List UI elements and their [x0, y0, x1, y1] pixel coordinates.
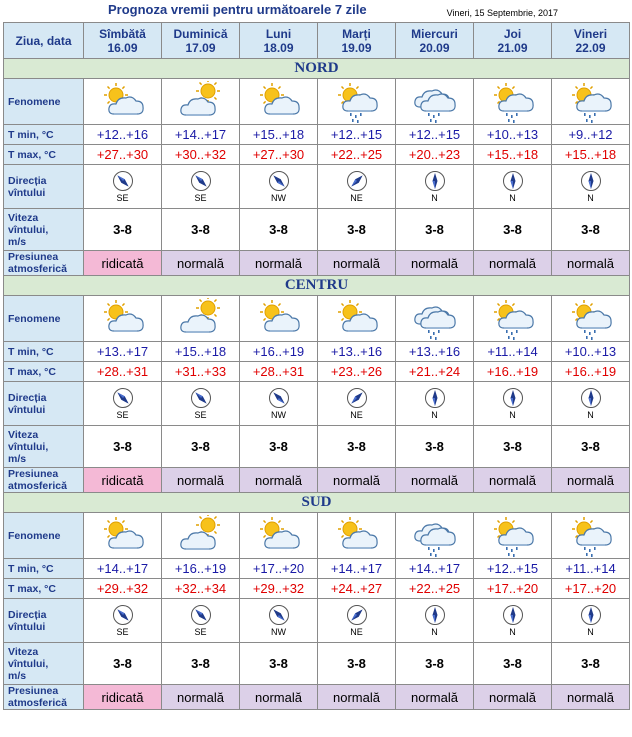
tmax-value: +23..+26 [318, 362, 396, 382]
sun-cloud-icon [240, 513, 318, 559]
tmin-value: +17..+20 [240, 559, 318, 579]
pressure-label [4, 685, 84, 710]
cloud-rain-sun-icon [474, 79, 552, 125]
region-row [4, 59, 630, 79]
wind-direction-text: NE [350, 627, 363, 637]
corner-label: Ziua, data [4, 23, 84, 59]
sun-cloud-icon [240, 296, 318, 342]
wind-direction-cell [84, 165, 162, 209]
compass-icon [318, 387, 395, 409]
wind-direction-text: N [431, 193, 438, 203]
tmin-row [4, 342, 630, 362]
region-row [4, 276, 630, 296]
day-header [474, 23, 552, 59]
label-line: Fenomene [8, 529, 61, 542]
day-date: 21.09 [497, 40, 528, 55]
wind-direction-text: SE [116, 627, 129, 637]
wind-direction-text: N [587, 627, 594, 637]
wind-speed-value: 3-8 [396, 643, 474, 685]
weather-label [4, 79, 84, 125]
sun-cloud-icon [84, 513, 162, 559]
sun-cloud-icon [84, 296, 162, 342]
tmin-value: +15..+18 [240, 125, 318, 145]
sun-cloud-icon [318, 296, 396, 342]
label-line: vîntului, [8, 657, 49, 670]
pressure-value: normală [318, 685, 396, 710]
pressure-value: normală [552, 468, 630, 493]
wind-direction-cell [396, 382, 474, 426]
tmin-label [4, 342, 84, 362]
day-header [162, 23, 240, 59]
tmin-value: +13..+16 [396, 342, 474, 362]
pressure-row [4, 468, 630, 493]
wind-direction-text: SE [194, 410, 207, 420]
wind-direction-cell [552, 599, 630, 643]
wind-speed-row [4, 643, 630, 685]
sun-cloud-icon [318, 513, 396, 559]
day-name: Joi [503, 26, 522, 41]
pressure-row [4, 251, 630, 276]
region-title: NORD [4, 59, 630, 79]
day-name: Miercuri [411, 26, 458, 41]
day-date: 18.09 [263, 40, 294, 55]
label-line: m/s [8, 452, 27, 465]
compass-icon [84, 604, 161, 626]
wind-speed-value: 3-8 [318, 643, 396, 685]
wind-direction-cell [240, 599, 318, 643]
wind-direction-cell [84, 599, 162, 643]
cloud-rain-sun-icon [552, 513, 630, 559]
pressure-value: normală [396, 251, 474, 276]
wind-direction-cell [474, 165, 552, 209]
label-line: atmosferică [8, 263, 67, 275]
day-name: Duminică [173, 26, 228, 41]
label-line: Viteza [8, 428, 39, 441]
tmax-value: +17..+20 [474, 579, 552, 599]
pressure-label [4, 251, 84, 276]
wind-speed-value: 3-8 [552, 209, 630, 251]
pressure-row [4, 685, 630, 710]
label-line: T max, °C [8, 148, 56, 161]
wind-speed-value: 3-8 [552, 426, 630, 468]
wind-speed-value: 3-8 [474, 426, 552, 468]
day-date: 19.09 [341, 40, 372, 55]
day-header [318, 23, 396, 59]
cloud-rain-sun-icon [318, 79, 396, 125]
label-line: atmosferică [8, 480, 67, 492]
tmax-value: +28..+31 [84, 362, 162, 382]
tmax-label [4, 579, 84, 599]
compass-icon [474, 387, 551, 409]
pressure-value: normală [552, 251, 630, 276]
wind-speed-value: 3-8 [240, 426, 318, 468]
wind-speed-label [4, 209, 84, 251]
compass-icon [84, 170, 161, 192]
pressure-value: normală [162, 468, 240, 493]
tmin-value: +14..+17 [396, 559, 474, 579]
region-title: CENTRU [4, 276, 630, 296]
label-line: Viteza [8, 211, 39, 224]
wind-speed-label [4, 643, 84, 685]
wind-speed-value: 3-8 [240, 643, 318, 685]
compass-icon [84, 387, 161, 409]
label-line: m/s [8, 669, 27, 682]
wind-speed-value: 3-8 [84, 209, 162, 251]
wind-direction-row [4, 382, 630, 426]
wind-speed-row [4, 426, 630, 468]
wind-direction-text: N [587, 410, 594, 420]
compass-icon [162, 387, 239, 409]
wind-speed-value: 3-8 [552, 643, 630, 685]
tmin-label [4, 125, 84, 145]
pressure-value: normală [396, 468, 474, 493]
wind-direction-label [4, 165, 84, 209]
wind-direction-cell [318, 382, 396, 426]
wind-direction-text: SE [116, 193, 129, 203]
wind-speed-value: 3-8 [318, 426, 396, 468]
tmax-value: +31..+33 [162, 362, 240, 382]
tmin-value: +12..+15 [318, 125, 396, 145]
tmin-value: +16..+19 [240, 342, 318, 362]
tmax-value: +29..+32 [240, 579, 318, 599]
page-header [0, 0, 632, 22]
cloud-rain-sun-icon [552, 296, 630, 342]
wind-direction-cell [474, 382, 552, 426]
compass-icon [396, 387, 473, 409]
cloud-rain-icon [396, 296, 474, 342]
wind-speed-row [4, 209, 630, 251]
wind-speed-value: 3-8 [162, 209, 240, 251]
pressure-value: normală [240, 468, 318, 493]
compass-icon [240, 604, 317, 626]
cloud-rain-sun-icon [474, 296, 552, 342]
wind-speed-value: 3-8 [318, 209, 396, 251]
wind-direction-text: NE [350, 193, 363, 203]
label-line: T min, °C [8, 345, 54, 358]
tmax-value: +15..+18 [552, 145, 630, 165]
wind-direction-cell [240, 382, 318, 426]
compass-icon [240, 387, 317, 409]
compass-icon [162, 170, 239, 192]
tmin-value: +16..+19 [162, 559, 240, 579]
pressure-value: normală [474, 685, 552, 710]
label-line: Presiunea [8, 251, 59, 263]
tmax-value: +22..+25 [318, 145, 396, 165]
tmin-value: +11..+14 [474, 342, 552, 362]
tmax-value: +16..+19 [474, 362, 552, 382]
pressure-value: normală [474, 468, 552, 493]
tmax-value: +22..+25 [396, 579, 474, 599]
tmax-value: +24..+27 [318, 579, 396, 599]
region-title: SUD [4, 493, 630, 513]
tmin-value: +10..+13 [474, 125, 552, 145]
label-line: vîntului, [8, 223, 49, 236]
wind-direction-text: N [509, 627, 516, 637]
wind-direction-text: N [431, 410, 438, 420]
tmax-label [4, 362, 84, 382]
forecast-date: Vineri, 15 Septembrie, 2017 [446, 8, 558, 18]
compass-icon [396, 170, 473, 192]
wind-direction-text: N [509, 193, 516, 203]
wind-speed-value: 3-8 [474, 209, 552, 251]
tmin-value: +13..+17 [84, 342, 162, 362]
cloud-sun-icon [162, 296, 240, 342]
day-date: 20.09 [419, 40, 450, 55]
wind-direction-text: N [431, 627, 438, 637]
pressure-value: ridicată [84, 685, 162, 710]
tmax-value: +27..+30 [84, 145, 162, 165]
day-date: 16.09 [107, 40, 138, 55]
pressure-value: normală [474, 251, 552, 276]
day-name: Luni [265, 26, 292, 41]
tmin-value: +12..+15 [396, 125, 474, 145]
wind-direction-row [4, 165, 630, 209]
wind-direction-text: SE [116, 410, 129, 420]
pressure-value: ridicată [84, 251, 162, 276]
wind-direction-cell [396, 599, 474, 643]
compass-icon [474, 170, 551, 192]
wind-direction-cell [318, 599, 396, 643]
weather-row [4, 296, 630, 342]
wind-speed-value: 3-8 [396, 426, 474, 468]
sun-cloud-icon [84, 79, 162, 125]
tmax-row [4, 145, 630, 165]
weather-label [4, 296, 84, 342]
wind-direction-cell [552, 165, 630, 209]
tmin-value: +14..+17 [318, 559, 396, 579]
wind-direction-cell [162, 382, 240, 426]
tmin-value: +10..+13 [552, 342, 630, 362]
wind-direction-cell [552, 382, 630, 426]
pressure-value: normală [162, 251, 240, 276]
wind-direction-label [4, 382, 84, 426]
label-line: Fenomene [8, 95, 61, 108]
label-line: Fenomene [8, 312, 61, 325]
cloud-rain-sun-icon [474, 513, 552, 559]
wind-direction-text: N [509, 410, 516, 420]
tmin-row [4, 559, 630, 579]
label-line: Direcția [8, 174, 47, 187]
tmax-value: +28..+31 [240, 362, 318, 382]
wind-direction-label [4, 599, 84, 643]
pressure-label [4, 468, 84, 493]
label-line: Presiunea [8, 468, 59, 480]
wind-direction-text: NW [271, 193, 286, 203]
wind-speed-label [4, 426, 84, 468]
wind-direction-text: NW [271, 410, 286, 420]
label-line: Direcția [8, 608, 47, 621]
label-line: vîntului [8, 186, 46, 199]
label-line: T min, °C [8, 128, 54, 141]
tmin-value: +15..+18 [162, 342, 240, 362]
wind-speed-value: 3-8 [396, 209, 474, 251]
tmax-value: +16..+19 [552, 362, 630, 382]
tmax-row [4, 579, 630, 599]
pressure-value: normală [162, 685, 240, 710]
tmax-value: +32..+34 [162, 579, 240, 599]
tmin-label [4, 559, 84, 579]
days-header-row [4, 23, 630, 59]
tmin-value: +9..+12 [552, 125, 630, 145]
day-name: Marți [342, 26, 371, 41]
wind-speed-value: 3-8 [474, 643, 552, 685]
pressure-value: normală [240, 251, 318, 276]
wind-direction-text: SE [194, 193, 207, 203]
tmin-value: +12..+15 [474, 559, 552, 579]
wind-direction-cell [474, 599, 552, 643]
tmin-value: +14..+17 [84, 559, 162, 579]
tmin-value: +12..+16 [84, 125, 162, 145]
wind-speed-value: 3-8 [240, 209, 318, 251]
compass-icon [552, 604, 629, 626]
wind-direction-cell [162, 599, 240, 643]
weather-row [4, 79, 630, 125]
weather-row [4, 513, 630, 559]
pressure-value: normală [240, 685, 318, 710]
page-title: Prognoza vremii pentru următoarele 7 zile [108, 2, 367, 17]
label-line: vîntului, [8, 440, 49, 453]
wind-speed-value: 3-8 [84, 643, 162, 685]
wind-direction-text: SE [194, 627, 207, 637]
compass-icon [162, 604, 239, 626]
tmin-row [4, 125, 630, 145]
label-line: vîntului [8, 403, 46, 416]
wind-direction-cell [162, 165, 240, 209]
pressure-value: normală [552, 685, 630, 710]
pressure-value: normală [318, 251, 396, 276]
wind-direction-cell [396, 165, 474, 209]
forecast-table [3, 22, 630, 710]
weather-label [4, 513, 84, 559]
day-header [240, 23, 318, 59]
cloud-rain-icon [396, 513, 474, 559]
cloud-rain-icon [396, 79, 474, 125]
label-line: m/s [8, 235, 27, 248]
tmin-value: +11..+14 [552, 559, 630, 579]
label-line: T max, °C [8, 582, 56, 595]
day-header [552, 23, 630, 59]
tmax-value: +17..+20 [552, 579, 630, 599]
wind-direction-cell [240, 165, 318, 209]
label-line: Viteza [8, 645, 39, 658]
wind-direction-cell [318, 165, 396, 209]
tmax-row [4, 362, 630, 382]
wind-direction-cell [84, 382, 162, 426]
wind-speed-value: 3-8 [162, 426, 240, 468]
cloud-sun-icon [162, 513, 240, 559]
wind-speed-value: 3-8 [84, 426, 162, 468]
tmin-value: +13..+16 [318, 342, 396, 362]
label-line: Direcția [8, 391, 47, 404]
pressure-value: normală [318, 468, 396, 493]
wind-direction-row [4, 599, 630, 643]
wind-direction-text: NE [350, 410, 363, 420]
wind-direction-text: N [587, 193, 594, 203]
compass-icon [318, 604, 395, 626]
tmax-value: +29..+32 [84, 579, 162, 599]
compass-icon [396, 604, 473, 626]
day-name: Vineri [573, 26, 608, 41]
compass-icon [474, 604, 551, 626]
label-line: T min, °C [8, 562, 54, 575]
sun-cloud-icon [240, 79, 318, 125]
tmax-label [4, 145, 84, 165]
compass-icon [240, 170, 317, 192]
day-date: 17.09 [185, 40, 216, 55]
label-line: atmosferică [8, 697, 67, 709]
pressure-value: ridicată [84, 468, 162, 493]
label-line: Presiunea [8, 685, 59, 697]
wind-speed-value: 3-8 [162, 643, 240, 685]
wind-direction-text: NW [271, 627, 286, 637]
pressure-value: normală [396, 685, 474, 710]
region-row [4, 493, 630, 513]
compass-icon [318, 170, 395, 192]
tmax-value: +15..+18 [474, 145, 552, 165]
compass-icon [552, 170, 629, 192]
label-line: vîntului [8, 620, 46, 633]
tmax-value: +30..+32 [162, 145, 240, 165]
compass-icon [552, 387, 629, 409]
day-date: 22.09 [575, 40, 606, 55]
cloud-rain-sun-icon [552, 79, 630, 125]
tmax-value: +21..+24 [396, 362, 474, 382]
day-header [396, 23, 474, 59]
day-header [84, 23, 162, 59]
label-line: T max, °C [8, 365, 56, 378]
tmax-value: +20..+23 [396, 145, 474, 165]
cloud-sun-icon [162, 79, 240, 125]
tmin-value: +14..+17 [162, 125, 240, 145]
tmax-value: +27..+30 [240, 145, 318, 165]
day-name: Sîmbătă [99, 26, 146, 41]
